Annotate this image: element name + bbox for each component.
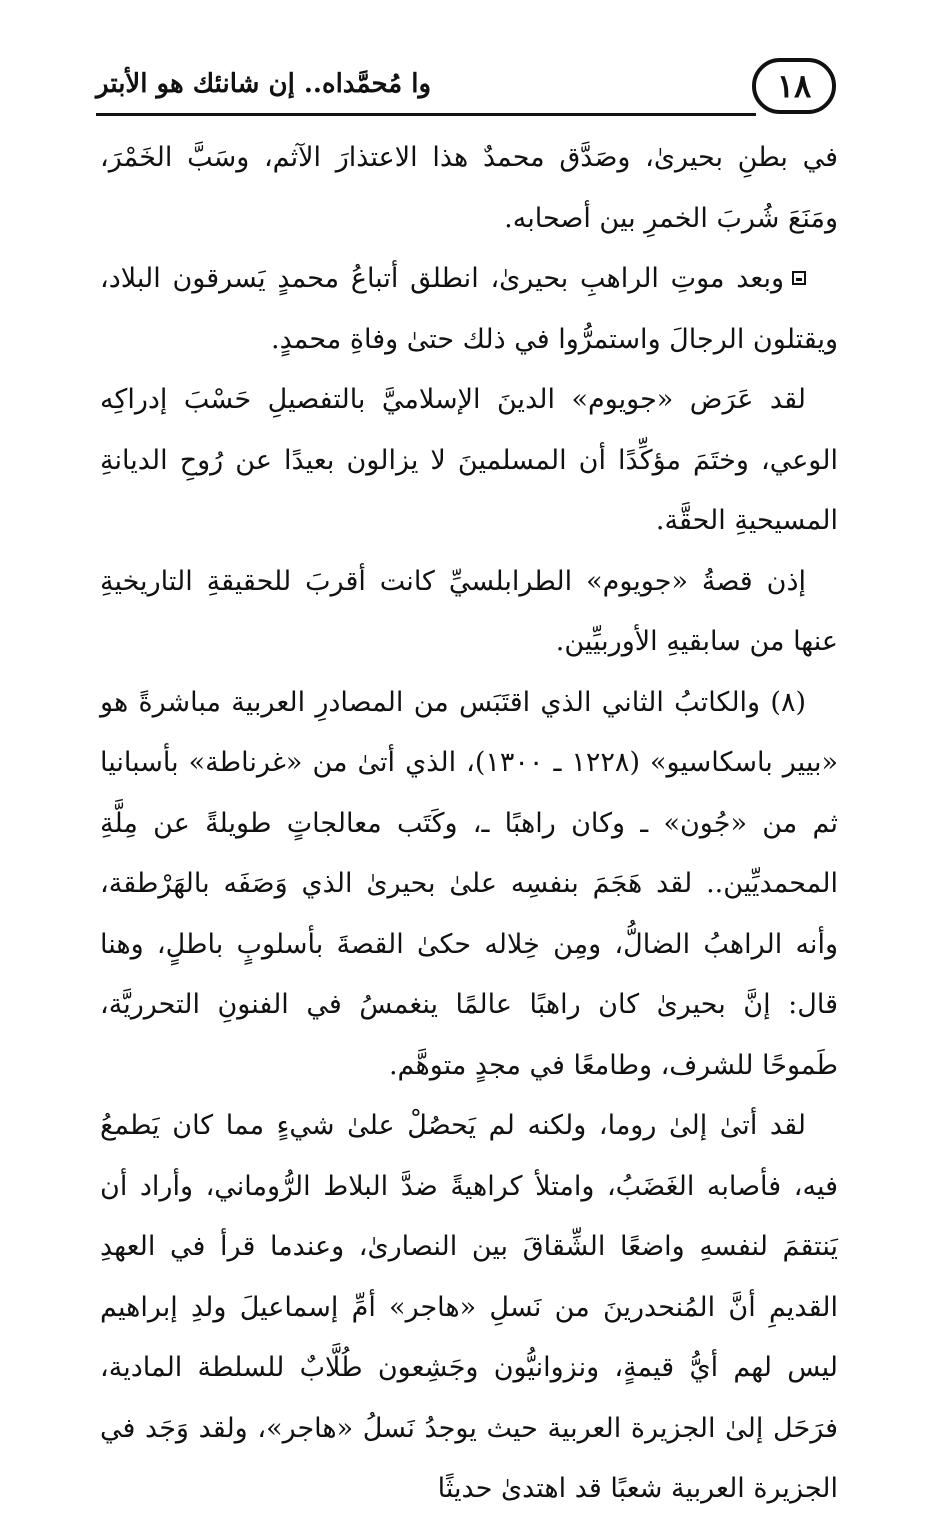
paragraph-rome: لقد أتىٰ إلىٰ روما، ولكنه لم يَحصُلْ علىٰ شيءٍ مما كان يَطمعُ فيه، فأصابه الغَضَبُ، وامتلأ كراهيةً ضدَّ البلاط الرُّوماني، وأراد أن يَنتقمَ لنفسهِ واضعًا الشِّقاقَ بين النصارىٰ، وعندما قرأ في العهدِ القديمِ أنَّ المُنحدرينَ من نَسلِ «هاجر» أمِّ إسماعيلَ ولدِ إبراهيم ليس لهم أيُّ قيمةٍ، ونزوانيُّون وجَشِعون طُلَّابٌ للسلطة المادية، فرَحَل إلىٰ الجزيرة العربية حيث يوجدُ نَسلُ «هاجر»، ولقد وَجَد في الجزيرة العربية شعبًا قد اهتدىٰ حديثًا [100, 1110, 838, 1504]
paragraph-guillaume-conclusion: إذن قصةُ «جويوم» الطرابلسيِّ كانت أقربَ للحقيقةِ التاريخيةِ عنها من سابقيهِ الأوربيِّين. [100, 565, 838, 657]
header-rule [96, 113, 756, 116]
paragraph-after-death [100, 249, 838, 370]
running-title: وا مُحمَّداه.. إن شانئك هو الأبتر [96, 69, 432, 99]
square-bullet-icon [792, 271, 806, 285]
page-header [96, 58, 836, 116]
paragraph-continuation: في بطنِ بحيرىٰ، وصَدَّق محمدٌ هذا الاعتذارَ الآثم، وسَبَّ الخَمْرَ، ومَنَعَ شُربَ الخمرِ بين أصحابه. [100, 142, 838, 234]
page-number: ١٨ [752, 58, 836, 114]
body-text [100, 128, 838, 1520]
paragraph-pascasio: (٨) والكاتبُ الثاني الذي اقتَبَس من المصادرِ العربية مباشرةً هو «بيير باسكاسيو» (١٢٢٨ ـ ١٣٠٠)، الذي أتىٰ من «غرناطة» بأسبانيا ثم من «جُون» ـ وكان راهبًا ـ، وكَتَب معالجاتٍ طويلةً عن مِلَّةِ المحمديِّين.. لقد هَجَمَ بنفسِه علىٰ بحيرىٰ الذي وَصَفَه بالهَرْطقة، وأنه الراهبُ الضالُّ، ومِن خِلاله حكىٰ القصةَ بأسلوبٍ باطلٍ، وهنا قال: إنَّ بحيرىٰ كان راهبًا عالمًا ينغمسُ في الفنونِ التحرريَّة، طَموحًا للشرف، وطامعًا في مجدٍ متوهَّم. [100, 686, 839, 1081]
paragraph-text: وبعد موتِ الراهبِ بحيرىٰ، انطلق أتباعُ محمدٍ يَسرقون البلاد، ويقتلون الرجالَ واستمرُّوا في ذلك حتىٰ وفاةِ محمدٍ. [100, 263, 838, 355]
paragraph-guillaume-presentation: لقد عَرَض «جويوم» الدينَ الإسلاميَّ بالتفصيلِ حَسْبَ إدراكِه الوعي، وختَمَ مؤكِّدًا أن المسلمينَ لا يزالون بعيدًا عن رُوحِ الديانةِ المسيحيةِ الحقَّة. [100, 384, 838, 536]
